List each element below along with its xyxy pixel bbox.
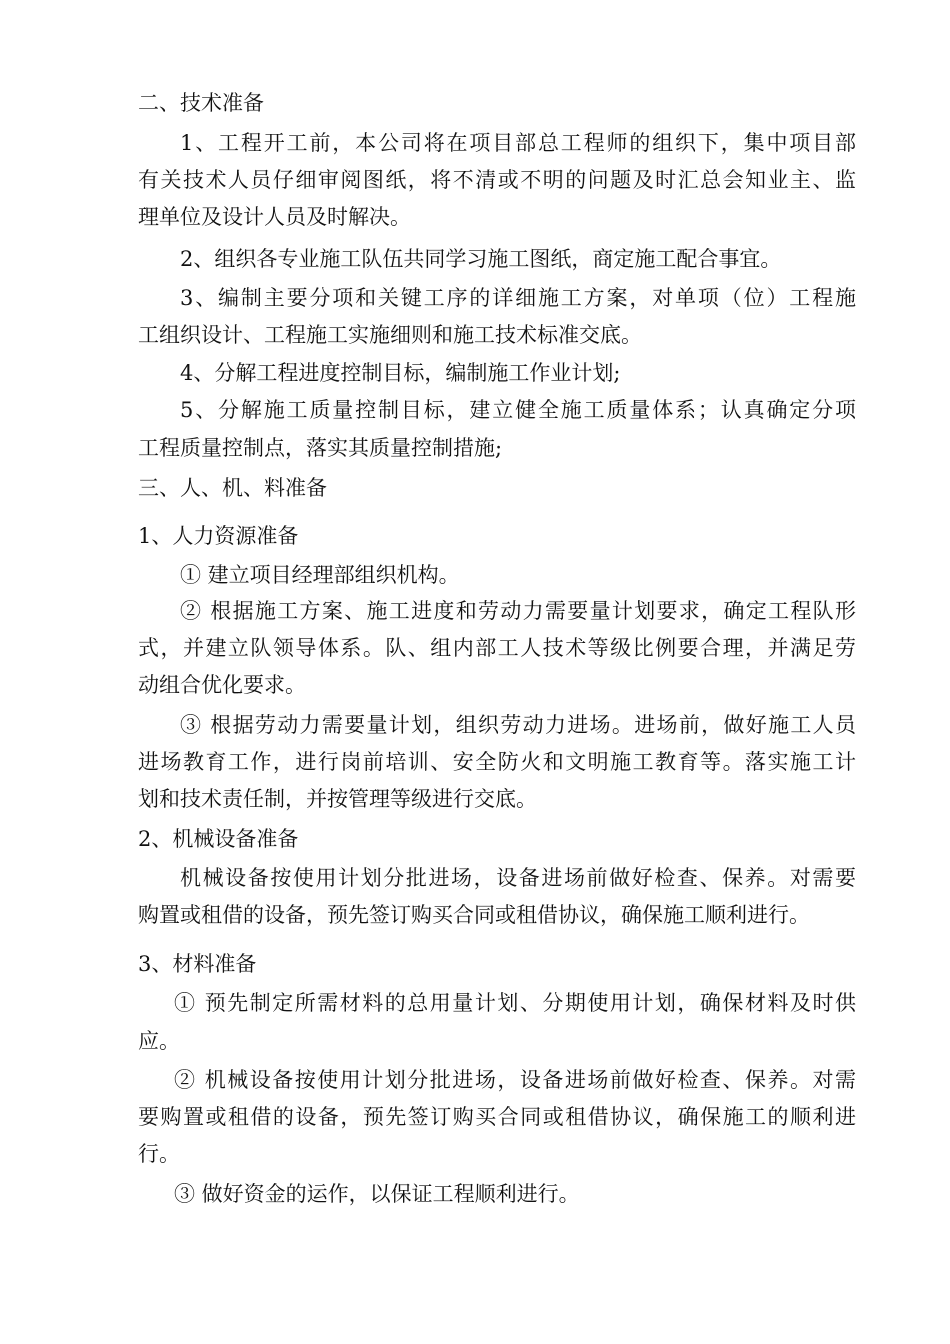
paragraph-line: 4、分解工程进度控制目标，编制施工作业计划; — [180, 361, 621, 385]
paragraph-line: 进场教育工作，进行岗前培训、安全防火和文明施工教育等。落实施工计 — [138, 750, 856, 774]
subsection-heading-materials: 3、材料准备 — [138, 952, 257, 976]
paragraph-line: 机械设备按使用计划分批进场，设备进场前做好检查、保养。对需要 — [180, 866, 856, 890]
list-item: ① 建立项目经理部组织机构。 — [180, 563, 460, 587]
paragraph-line: 动组合优化要求。 — [138, 673, 306, 697]
paragraph-line: 理单位及设计人员及时解决。 — [138, 205, 411, 229]
paragraph-line: 5、分解施工质量控制目标，建立健全施工质量体系；认真确定分项 — [180, 398, 856, 422]
paragraph-line: 3、编制主要分项和关键工序的详细施工方案，对单项（位）工程施 — [180, 286, 856, 310]
subsection-heading-human-resources: 1、人力资源准备 — [138, 524, 299, 548]
section-heading-technical-prep: 二、技术准备 — [138, 91, 264, 115]
section-heading-resources-prep: 三、人、机、料准备 — [138, 476, 327, 500]
list-item: ② 根据施工方案、施工进度和劳动力需要量计划要求，确定工程队形 — [180, 599, 856, 623]
list-item: ③ 做好资金的运作，以保证工程顺利进行。 — [174, 1182, 580, 1206]
paragraph-line: 划和技术责任制，并按管理等级进行交底。 — [138, 787, 537, 811]
paragraph-line: 式，并建立队领导体系。队、组内部工人技术等级比例要合理，并满足劳 — [138, 636, 856, 660]
paragraph-line: 要购置或租借的设备，预先签订购买合同或租借协议，确保施工的顺利进 — [138, 1105, 856, 1129]
paragraph-line: 工程质量控制点，落实其质量控制措施; — [138, 436, 503, 460]
list-item: ① 预先制定所需材料的总用量计划、分期使用计划，确保材料及时供 — [174, 991, 856, 1015]
paragraph-line: 购置或租借的设备，预先签订购买合同或租借协议，确保施工顺利进行。 — [138, 903, 810, 927]
paragraph-line: 应。 — [138, 1029, 180, 1053]
subsection-heading-machinery: 2、机械设备准备 — [138, 827, 299, 851]
paragraph-line: 工组织设计、工程施工实施细则和施工技术标准交底。 — [138, 323, 642, 347]
paragraph-line: 1、工程开工前，本公司将在项目部总工程师的组织下，集中项目部 — [180, 131, 856, 155]
list-item: ② 机械设备按使用计划分批进场，设备进场前做好检查、保养。对需 — [174, 1068, 856, 1092]
paragraph-line: 2、组织各专业施工队伍共同学习施工图纸，商定施工配合事宜。 — [180, 247, 782, 271]
paragraph-line: 有关技术人员仔细审阅图纸，将不清或不明的问题及时汇总会知业主、监 — [138, 168, 856, 192]
list-item: ③ 根据劳动力需要量计划，组织劳动力进场。进场前，做好施工人员 — [180, 713, 856, 737]
paragraph-line: 行。 — [138, 1142, 180, 1166]
